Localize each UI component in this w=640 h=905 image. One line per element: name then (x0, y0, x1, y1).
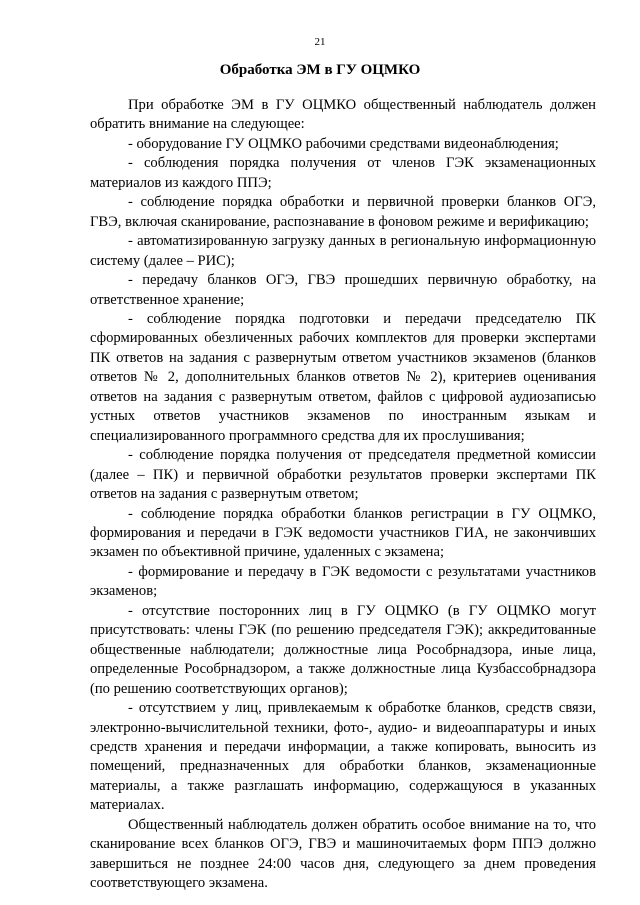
body-text (90, 96, 596, 894)
list-item: - автоматизированную загрузку данных в региональную информационную систему (далее – РИС); (90, 233, 596, 269)
paragraph-closing: Общественный наблюдатель должен обратить особое внимание на то, что сканирование всех бланков ОГЭ, ГВЭ и машиночитаемых форм ППЭ должно завершиться не позднее 24:00 часов дня, следующего за днем проведения соответствующего экзамена. (90, 816, 596, 892)
list-item: - соблюдения порядка получения от членов ГЭК экзаменационных материалов из каждого ППЭ; (90, 155, 596, 191)
list-item: - отсутствие посторонних лиц в ГУ ОЦМКО (в ГУ ОЦМКО могут присутствовать: члены ГЭК (по решению председателя ГЭК); аккредитованные общественные наблюдатели; должностные лица Рособрнадзора, иные лица, определенные Рособрнадзором, а также должностные лица Кузбассобрнадзора (по решению соответствующих органов); (90, 602, 596, 697)
paragraph-intro: При обработке ЭМ в ГУ ОЦМКО общественный наблюдатель должен обратить внимание на следующее: (90, 97, 596, 133)
list-item: - передачу бланков ОГЭ, ГВЭ прошедших первичную обработку, на ответственное хранение; (90, 272, 596, 308)
page-number: 21 (314, 36, 326, 48)
list-item: - соблюдение порядка получения от председателя предметной комиссии (далее – ПК) и первичной обработки результатов проверки экспертами ПК ответов на задания с развернутым ответом; (90, 447, 596, 503)
list-item: - соблюдение порядка обработки и первичной проверки бланков ОГЭ, ГВЭ, включая сканирование, распознавание в фоновом режиме и верификацию; (90, 194, 596, 230)
list-item: - оборудование ГУ ОЦМКО рабочими средствами видеонаблюдения; (128, 135, 559, 152)
list-item: - отсутствием у лиц, привлекаемым к обработке бланков, средств связи, электронно-вычислительной техники, фото-, аудио- и видеоаппаратуры и иных средств хранения и передачи информации, а также копировать, выносить из помещений, предназначенных для обработки бланков, экзаменационные материалы, а также разглашать информацию, содержащуюся в указанных материалах. (90, 700, 596, 814)
list-item: - формирование и передачу в ГЭК ведомости с результатами участников экзаменов; (90, 563, 596, 600)
list-item: - соблюдение порядка обработки бланков регистрации в ГУ ОЦМКО, формирования и передачи в ГЭК ведомости участников ГИА, не закончивших экзамен по объективной причине, удаленных с экзамена; (90, 505, 596, 561)
section-title: Обработка ЭМ в ГУ ОЦМКО (219, 62, 421, 78)
list-item: - соблюдение порядка подготовки и передачи председателю ПК сформированных обезличенных рабочих комплектов для проверки экспертами ПК ответов на задания с развернутым ответом участников экзаменов (бланков ответов № 2, дополнительных бланков ответов № 2), критериев оценивания ответов на задания с развернутым ответом, файлов с цифровой аудиозаписью устных ответов участников экзаменов по иностранным языкам и специализированного программного средства для их прослушивания; (90, 310, 596, 444)
